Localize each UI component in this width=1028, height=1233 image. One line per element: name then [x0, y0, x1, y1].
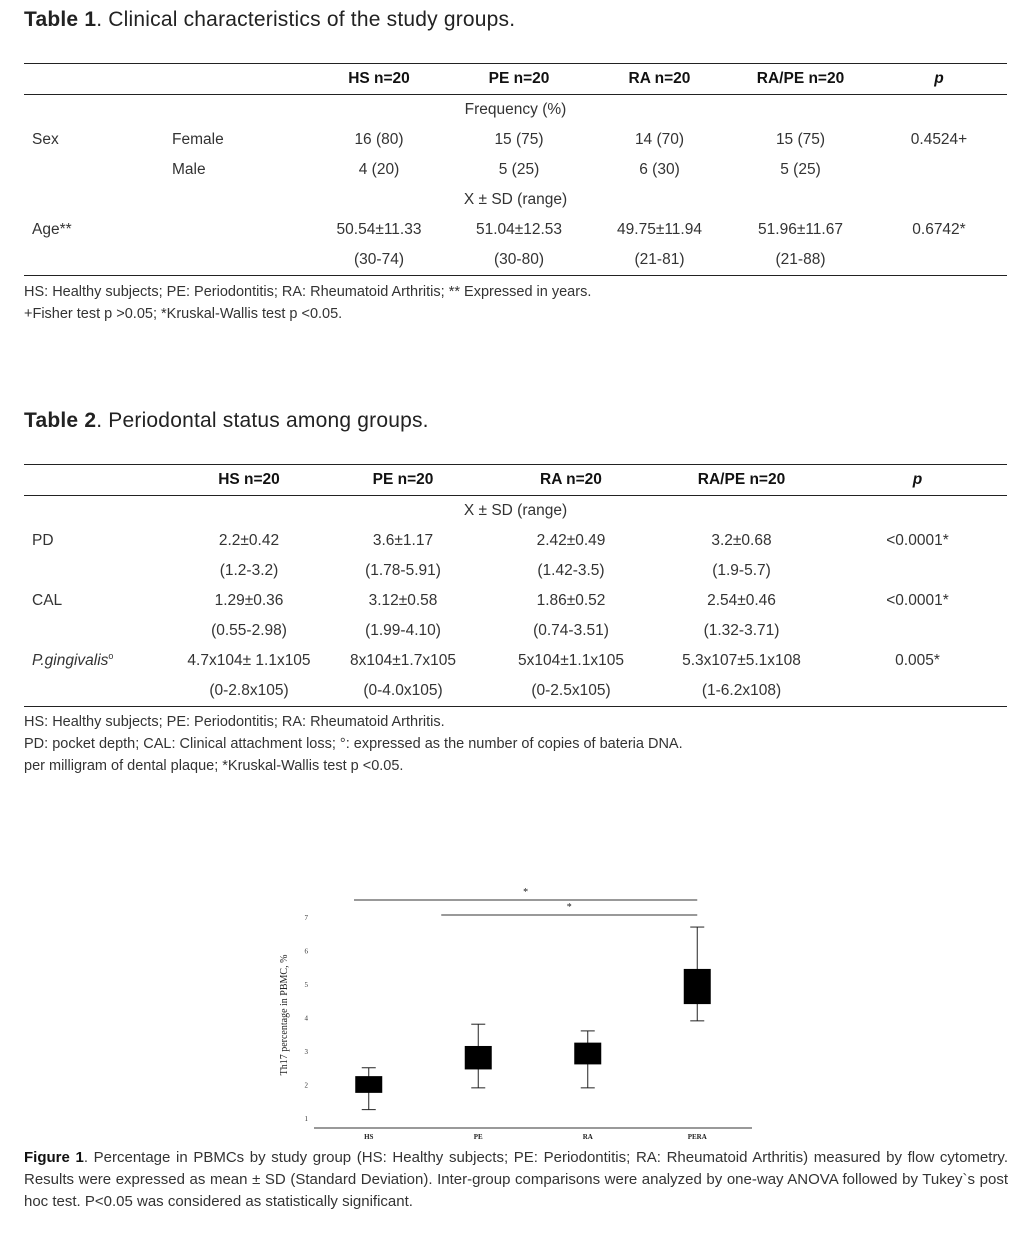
y-tick-label: 6	[304, 947, 308, 956]
sex-label: Sex	[32, 131, 59, 148]
table-cell: (30-80)	[449, 245, 589, 276]
table-row	[24, 646, 1007, 676]
table-row	[24, 95, 1007, 126]
table-cell: 3.2±0.68	[711, 532, 772, 549]
chart-axes	[305, 914, 753, 1141]
pd-label: PD	[32, 532, 54, 549]
box-pe	[465, 1024, 492, 1088]
table-cell: (1.99-4.10)	[365, 622, 441, 639]
table1	[24, 63, 1007, 276]
table-cell: 3.6±1.17	[372, 532, 434, 549]
significance-label: *	[523, 887, 529, 898]
y-tick-label: 5	[304, 981, 308, 989]
table-cell: 51.04±12.53	[475, 221, 563, 238]
table-cell: 15 (75)	[775, 131, 826, 148]
y-tick-label: 1	[304, 1115, 308, 1123]
table1-header: RA/PE n=20	[730, 64, 871, 95]
table-cell: (1.9-5.7)	[712, 562, 771, 579]
table-row	[24, 245, 1007, 276]
age-label: Age**	[32, 221, 72, 238]
table-cell: 16 (80)	[354, 131, 404, 148]
table-cell: 5.3x107±5.1x108	[682, 652, 801, 669]
pd-p-value: <0.0001*	[886, 532, 949, 549]
male-label: Male	[172, 161, 206, 178]
table-row	[24, 556, 1007, 586]
x-tick-label: HS	[364, 1133, 374, 1141]
table-cell: 14 (70)	[634, 131, 685, 148]
table-cell: (1.32-3.71)	[703, 622, 780, 639]
pgingivalis-label	[24, 646, 179, 676]
box-body	[574, 1043, 601, 1065]
table1-notes	[24, 281, 591, 325]
table-cell: 4.7x104± 1.1x105	[187, 652, 311, 669]
table-row	[24, 155, 1007, 185]
table-row	[24, 185, 1007, 215]
y-tick-label: 7	[304, 914, 308, 922]
table-cell: 3.12±0.58	[368, 592, 438, 609]
table-cell: (21-81)	[589, 245, 730, 276]
table-cell: 5 (25)	[498, 161, 540, 178]
table-row	[24, 496, 1007, 527]
table-cell: (0-2.5x105)	[487, 676, 655, 707]
table-cell: (1.42-3.5)	[537, 562, 605, 579]
figure1-label: Figure 1	[24, 1149, 84, 1166]
table2-label: Table 2	[24, 409, 97, 432]
age-p-value: 0.6742*	[912, 221, 966, 238]
table1-caption	[24, 8, 515, 32]
table2-header	[24, 465, 179, 496]
table-row	[24, 215, 1007, 245]
table1-note: HS: Healthy subjects; PE: Periodontitis; RA: Rheumatoid Arthritis; ** Expressed in years.	[24, 284, 592, 300]
table1-header: PE n=20	[449, 64, 589, 95]
table2-header-row	[24, 465, 1007, 496]
table2-header: RA/PE n=20	[655, 465, 828, 496]
table-cell: 1.86±0.52	[536, 592, 606, 609]
table1-header	[24, 64, 164, 95]
table2	[24, 464, 1007, 707]
y-tick-label: 4	[304, 1014, 308, 1023]
table1-header	[164, 64, 309, 95]
table2-header: RA n=20	[487, 465, 655, 496]
table-cell: (1-6.2x108)	[655, 676, 828, 707]
table2-note: HS: Healthy subjects; PE: Periodontitis; RA: Rheumatoid Arthritis.	[24, 714, 445, 730]
table1-header-row	[24, 64, 1007, 95]
table2-note: per milligram of dental plaque; *Kruskal-Wallis test p <0.05.	[24, 758, 404, 774]
table-row	[24, 125, 1007, 155]
box-hs	[355, 1068, 382, 1110]
table1-title: . Clinical characteristics of the study groups.	[96, 8, 516, 31]
cal-p-value: <0.0001*	[886, 592, 949, 609]
box-body	[684, 969, 711, 1004]
significance-label: *	[566, 902, 572, 913]
table-row	[24, 616, 1007, 646]
table-cell: (1.2-3.2)	[219, 562, 279, 579]
table-cell: 6 (30)	[639, 161, 680, 178]
table-cell: 15 (75)	[494, 131, 544, 148]
table1-note: +Fisher test p >0.05; *Kruskal-Wallis test p <0.05.	[24, 306, 343, 322]
box-body	[465, 1046, 492, 1069]
table-row	[24, 586, 1007, 616]
table1-header-p: p	[871, 64, 1007, 95]
table-cell: (1.78-5.91)	[365, 562, 441, 579]
table-cell: 50.54±11.33	[336, 221, 422, 238]
table-cell: (0-2.8x105)	[179, 676, 319, 707]
table-row	[24, 526, 1007, 556]
table2-title: . Periodontal status among groups.	[96, 409, 429, 432]
table-cell: 5x104±1.1x105	[518, 652, 624, 669]
table-cell: (0.74-3.51)	[533, 622, 609, 639]
table2-header: PE n=20	[319, 465, 487, 496]
box-body	[355, 1076, 382, 1093]
table1-header: HS n=20	[309, 64, 449, 95]
sd-range-label: X ± SD (range)	[463, 191, 568, 208]
cal-label: CAL	[32, 592, 63, 609]
pg-p-value: 0.005*	[895, 652, 940, 669]
table1-header: RA n=20	[589, 64, 730, 95]
figure1-text: . Percentage in PBMCs by study group (HS: Healthy subjects; PE: Periodontitis; RA: Rheumatoid Arthritis) measured by flow cytometry. Results were expressed as mean ± SD (Standard Deviation). Inter-group comparisons were analyzed by one-way ANOVA followed by Tukey`s post hoc test. P<0.05 was considered as statistically significant.	[24, 1149, 1008, 1210]
table-cell: 8x104±1.7x105	[350, 652, 456, 669]
table2-caption	[24, 409, 429, 433]
table2-header: HS n=20	[179, 465, 319, 496]
box-pera	[684, 927, 711, 1021]
table-cell: 2.42±0.49	[536, 532, 606, 549]
pgingivalis-name: P.gingivalis	[32, 652, 109, 670]
x-tick-label: PERA	[687, 1133, 707, 1141]
table2-note: PD: pocket depth; CAL: Clinical attachment loss; °: expressed as the number of copies of bateria DNA.	[24, 736, 683, 752]
table-cell: (21-88)	[730, 245, 871, 276]
table-row	[24, 676, 1007, 707]
table-cell: 2.54±0.46	[707, 592, 776, 609]
x-tick-label: RA	[582, 1133, 593, 1141]
table-cell: 2.2±0.42	[218, 532, 280, 549]
table-cell: (0.55-2.98)	[211, 622, 287, 639]
figure1-caption	[24, 1147, 1008, 1213]
table-cell: 1.29±0.36	[214, 592, 284, 609]
table1-label: Table 1	[24, 8, 97, 31]
table-cell: (0-4.0x105)	[319, 676, 487, 707]
pgingivalis-superscript: o	[108, 651, 114, 662]
table-cell: 51.96±11.67	[758, 221, 843, 238]
table-cell: 5 (25)	[780, 161, 821, 178]
x-tick-label: PE	[473, 1133, 483, 1141]
table2-notes	[24, 711, 683, 777]
frequency-label: Frequency (%)	[464, 101, 567, 118]
y-tick-label: 3	[304, 1048, 308, 1056]
box-ra	[574, 1031, 601, 1088]
y-axis-label: Th17 percentage in PBMC, %	[279, 954, 290, 1076]
y-tick-label: 2	[304, 1081, 308, 1090]
table-cell: 49.75±11.94	[617, 221, 702, 238]
sd-range-label: X ± SD (range)	[463, 502, 568, 519]
chart-marks	[354, 887, 711, 1110]
female-label: Female	[172, 131, 224, 148]
table-cell: 4 (20)	[358, 161, 400, 178]
figure1-chart	[270, 875, 760, 1145]
sex-p-value: 0.4524+	[910, 131, 968, 148]
table2-header-p: p	[828, 465, 1007, 496]
table-cell: (30-74)	[309, 245, 449, 276]
